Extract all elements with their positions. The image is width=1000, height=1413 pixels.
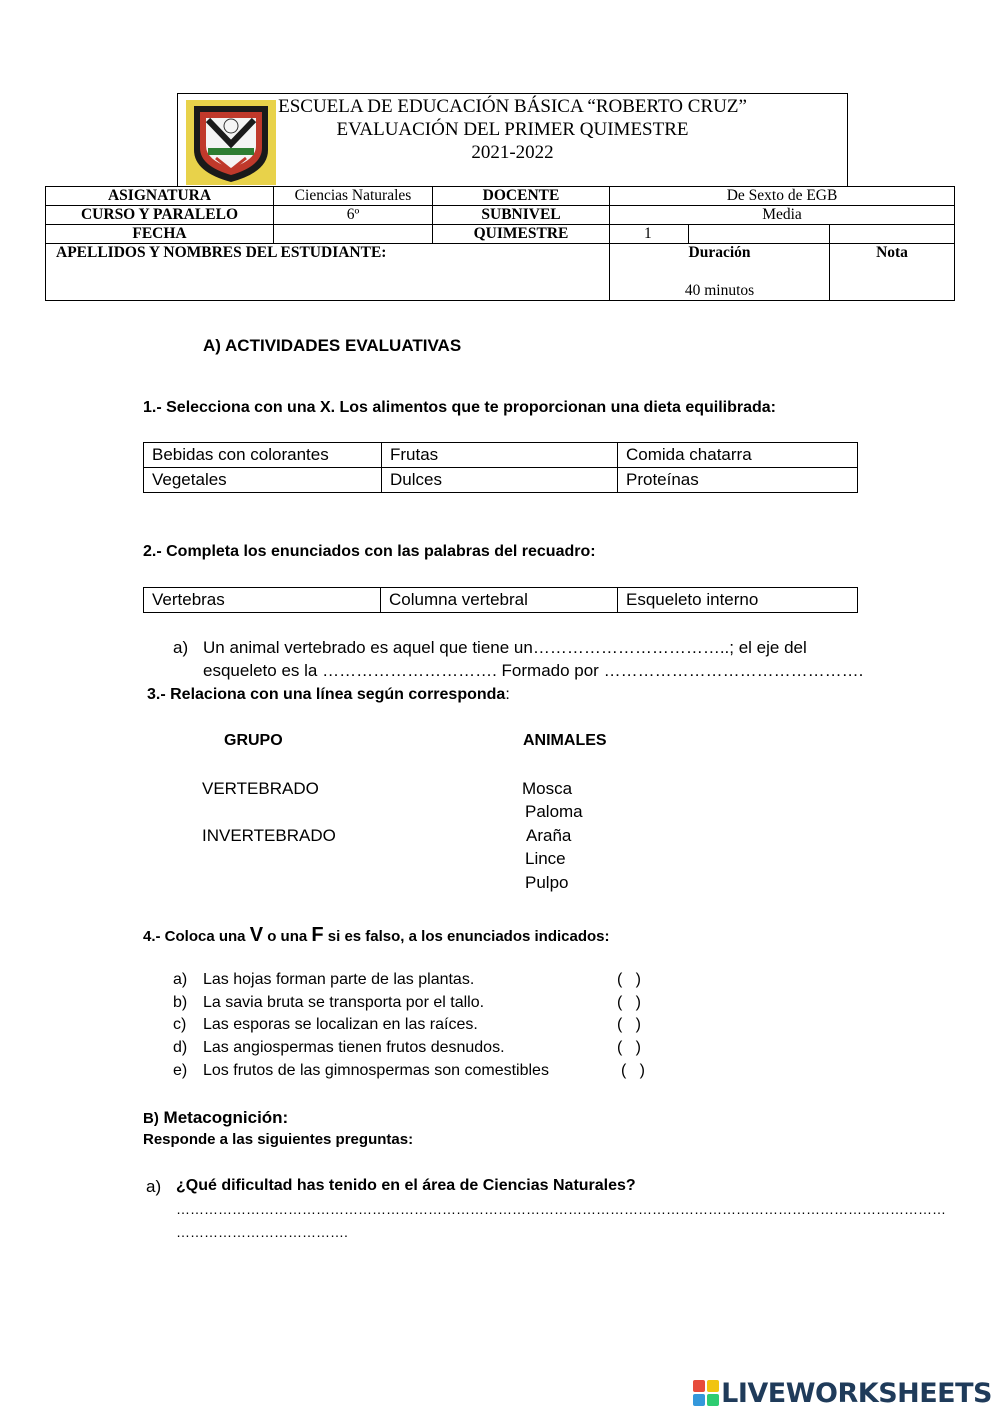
word-bank-item: Columna vertebral xyxy=(381,588,618,613)
animal-item[interactable]: Pulpo xyxy=(525,873,569,892)
docente-label: DOCENTE xyxy=(433,187,610,206)
docente-value: De Sexto de EGB xyxy=(610,187,955,206)
student-name-label: APELLIDOS Y NOMBRES DEL ESTUDIANTE: xyxy=(56,244,387,261)
animal-item[interactable]: Mosca xyxy=(522,779,573,798)
tf-letter: b) xyxy=(173,994,188,1011)
group-vertebrado[interactable]: VERTEBRADO xyxy=(202,779,319,798)
item-letter: a) xyxy=(173,638,189,657)
subnivel-label: SUBNIVEL xyxy=(433,206,610,225)
tf-statement: Las angiospermas tienen frutos desnudos. xyxy=(203,1039,505,1056)
fecha-value-cell[interactable] xyxy=(274,225,433,244)
section-b-heading: Metacognición: xyxy=(158,1108,289,1127)
tf-letter: a) xyxy=(173,971,188,988)
food-option-cell[interactable]: Vegetales xyxy=(144,468,382,493)
section-b-instruction: Responde a las siguientes preguntas: xyxy=(143,1131,414,1148)
tf-letter: d) xyxy=(173,1039,188,1056)
prompt-part: si es falso, a los enunciados indicados: xyxy=(323,928,610,945)
question-2-prompt: 2.- Completa los enunciados con las palabras del recuadro: xyxy=(143,543,596,560)
tf-letter: c) xyxy=(173,1016,187,1033)
answer-line-1[interactable]: ………………………………………………………………………………………………………………………………………………… xyxy=(176,1201,946,1217)
school-year: 2021-2022 xyxy=(471,142,554,163)
question-4-prompt xyxy=(143,924,610,947)
asignatura-value: Ciencias Naturales xyxy=(274,187,433,206)
curso-value: 6º xyxy=(274,206,433,225)
empty-cell xyxy=(830,225,955,244)
question-1-prompt: 1.- Selecciona con una X. Los alimentos que te proporcionan una dieta equilibrada: xyxy=(143,399,777,416)
grade-cell[interactable] xyxy=(830,244,955,301)
tf-answer-box[interactable]: ( ) xyxy=(621,1062,645,1079)
prompt-part: 4.- Coloca una xyxy=(143,928,250,945)
food-option-cell[interactable]: Bebidas con colorantes xyxy=(144,443,382,468)
word-bank-table xyxy=(143,587,858,613)
animal-item[interactable]: Lince xyxy=(525,849,566,868)
tf-statement: La savia bruta se transporta por el tallo. xyxy=(203,994,485,1011)
question-letter: a) xyxy=(146,1177,162,1196)
liveworksheets-text: LIVEWORKSHEETS xyxy=(721,1377,992,1409)
fill-blank-line-1[interactable]: Un animal vertebrado es aquel que tiene un……………………………..; el eje del xyxy=(203,638,807,657)
section-b-letter: B) xyxy=(143,1110,159,1127)
prompt-part: o una xyxy=(263,928,312,945)
question-3-colon: : xyxy=(505,686,510,703)
tf-letter: e) xyxy=(173,1062,188,1079)
curso-label: CURSO Y PARALELO xyxy=(46,206,274,225)
food-option-cell[interactable]: Frutas xyxy=(382,443,618,468)
animals-column-header: ANIMALES xyxy=(523,732,607,749)
reflection-question: ¿Qué dificultad has tenido en el área de Ciencias Naturales? xyxy=(176,1177,636,1194)
tf-answer-box[interactable]: ( ) xyxy=(617,1039,641,1056)
duration-label: Duración xyxy=(688,244,751,261)
school-name: ESCUELA DE EDUCACIÓN BÁSICA “ROBERTO CRUZ” xyxy=(278,96,747,117)
word-bank-item: Esqueleto interno xyxy=(618,588,858,613)
animal-item[interactable]: Araña xyxy=(526,826,572,845)
tf-answer-box[interactable]: ( ) xyxy=(617,971,641,988)
evaluation-title: EVALUACIÓN DEL PRIMER QUIMESTRE xyxy=(336,119,689,140)
liveworksheets-watermark xyxy=(693,1378,992,1408)
liveworksheets-logo-icon xyxy=(693,1380,719,1406)
school-crest-logo xyxy=(186,100,276,185)
question-3-prompt-text: 3.- Relaciona con una línea según corresponda xyxy=(147,686,506,703)
answer-line-2[interactable]: ………………………………. xyxy=(176,1224,348,1240)
food-options-table xyxy=(143,442,858,493)
food-option-cell[interactable]: Proteínas xyxy=(618,468,858,493)
tf-statement: Los frutos de las gimnospermas son comestibles xyxy=(203,1062,549,1079)
tf-statement: Las hojas forman parte de las plantas. xyxy=(203,971,475,988)
section-a-title: A) ACTIVIDADES EVALUATIVAS xyxy=(203,336,462,355)
tf-answer-box[interactable]: ( ) xyxy=(617,1016,641,1033)
prompt-f: F xyxy=(311,924,324,946)
student-info-table xyxy=(45,186,955,301)
fill-blank-line-2[interactable]: esqueleto es la …………………………. Formado por ………………………………………. xyxy=(203,661,864,680)
school-header-box xyxy=(177,93,848,186)
quimestre-label: QUIMESTRE xyxy=(433,225,610,244)
section-b-title xyxy=(143,1108,288,1128)
empty-cell xyxy=(689,225,830,244)
animal-item[interactable]: Paloma xyxy=(525,802,583,821)
fecha-label: FECHA xyxy=(46,225,274,244)
grade-label: Nota xyxy=(876,244,908,261)
tf-statement: Las esporas se localizan en las raíces. xyxy=(203,1016,478,1033)
tf-answer-box[interactable]: ( ) xyxy=(617,994,641,1011)
student-name-field[interactable] xyxy=(46,244,610,301)
group-column-header: GRUPO xyxy=(224,732,283,749)
group-invertebrado[interactable]: INVERTEBRADO xyxy=(202,826,336,845)
duration-value: 40 minutos xyxy=(684,282,755,299)
asignatura-label: ASIGNATURA xyxy=(46,187,274,206)
food-option-cell[interactable]: Comida chatarra xyxy=(618,443,858,468)
question-3-prompt xyxy=(147,686,510,704)
word-bank-item: Vertebras xyxy=(144,588,381,613)
subnivel-value: Media xyxy=(610,206,955,225)
duration-cell xyxy=(610,244,830,301)
food-option-cell[interactable]: Dulces xyxy=(382,468,618,493)
quimestre-value: 1 xyxy=(610,225,689,244)
prompt-v: V xyxy=(249,924,264,946)
